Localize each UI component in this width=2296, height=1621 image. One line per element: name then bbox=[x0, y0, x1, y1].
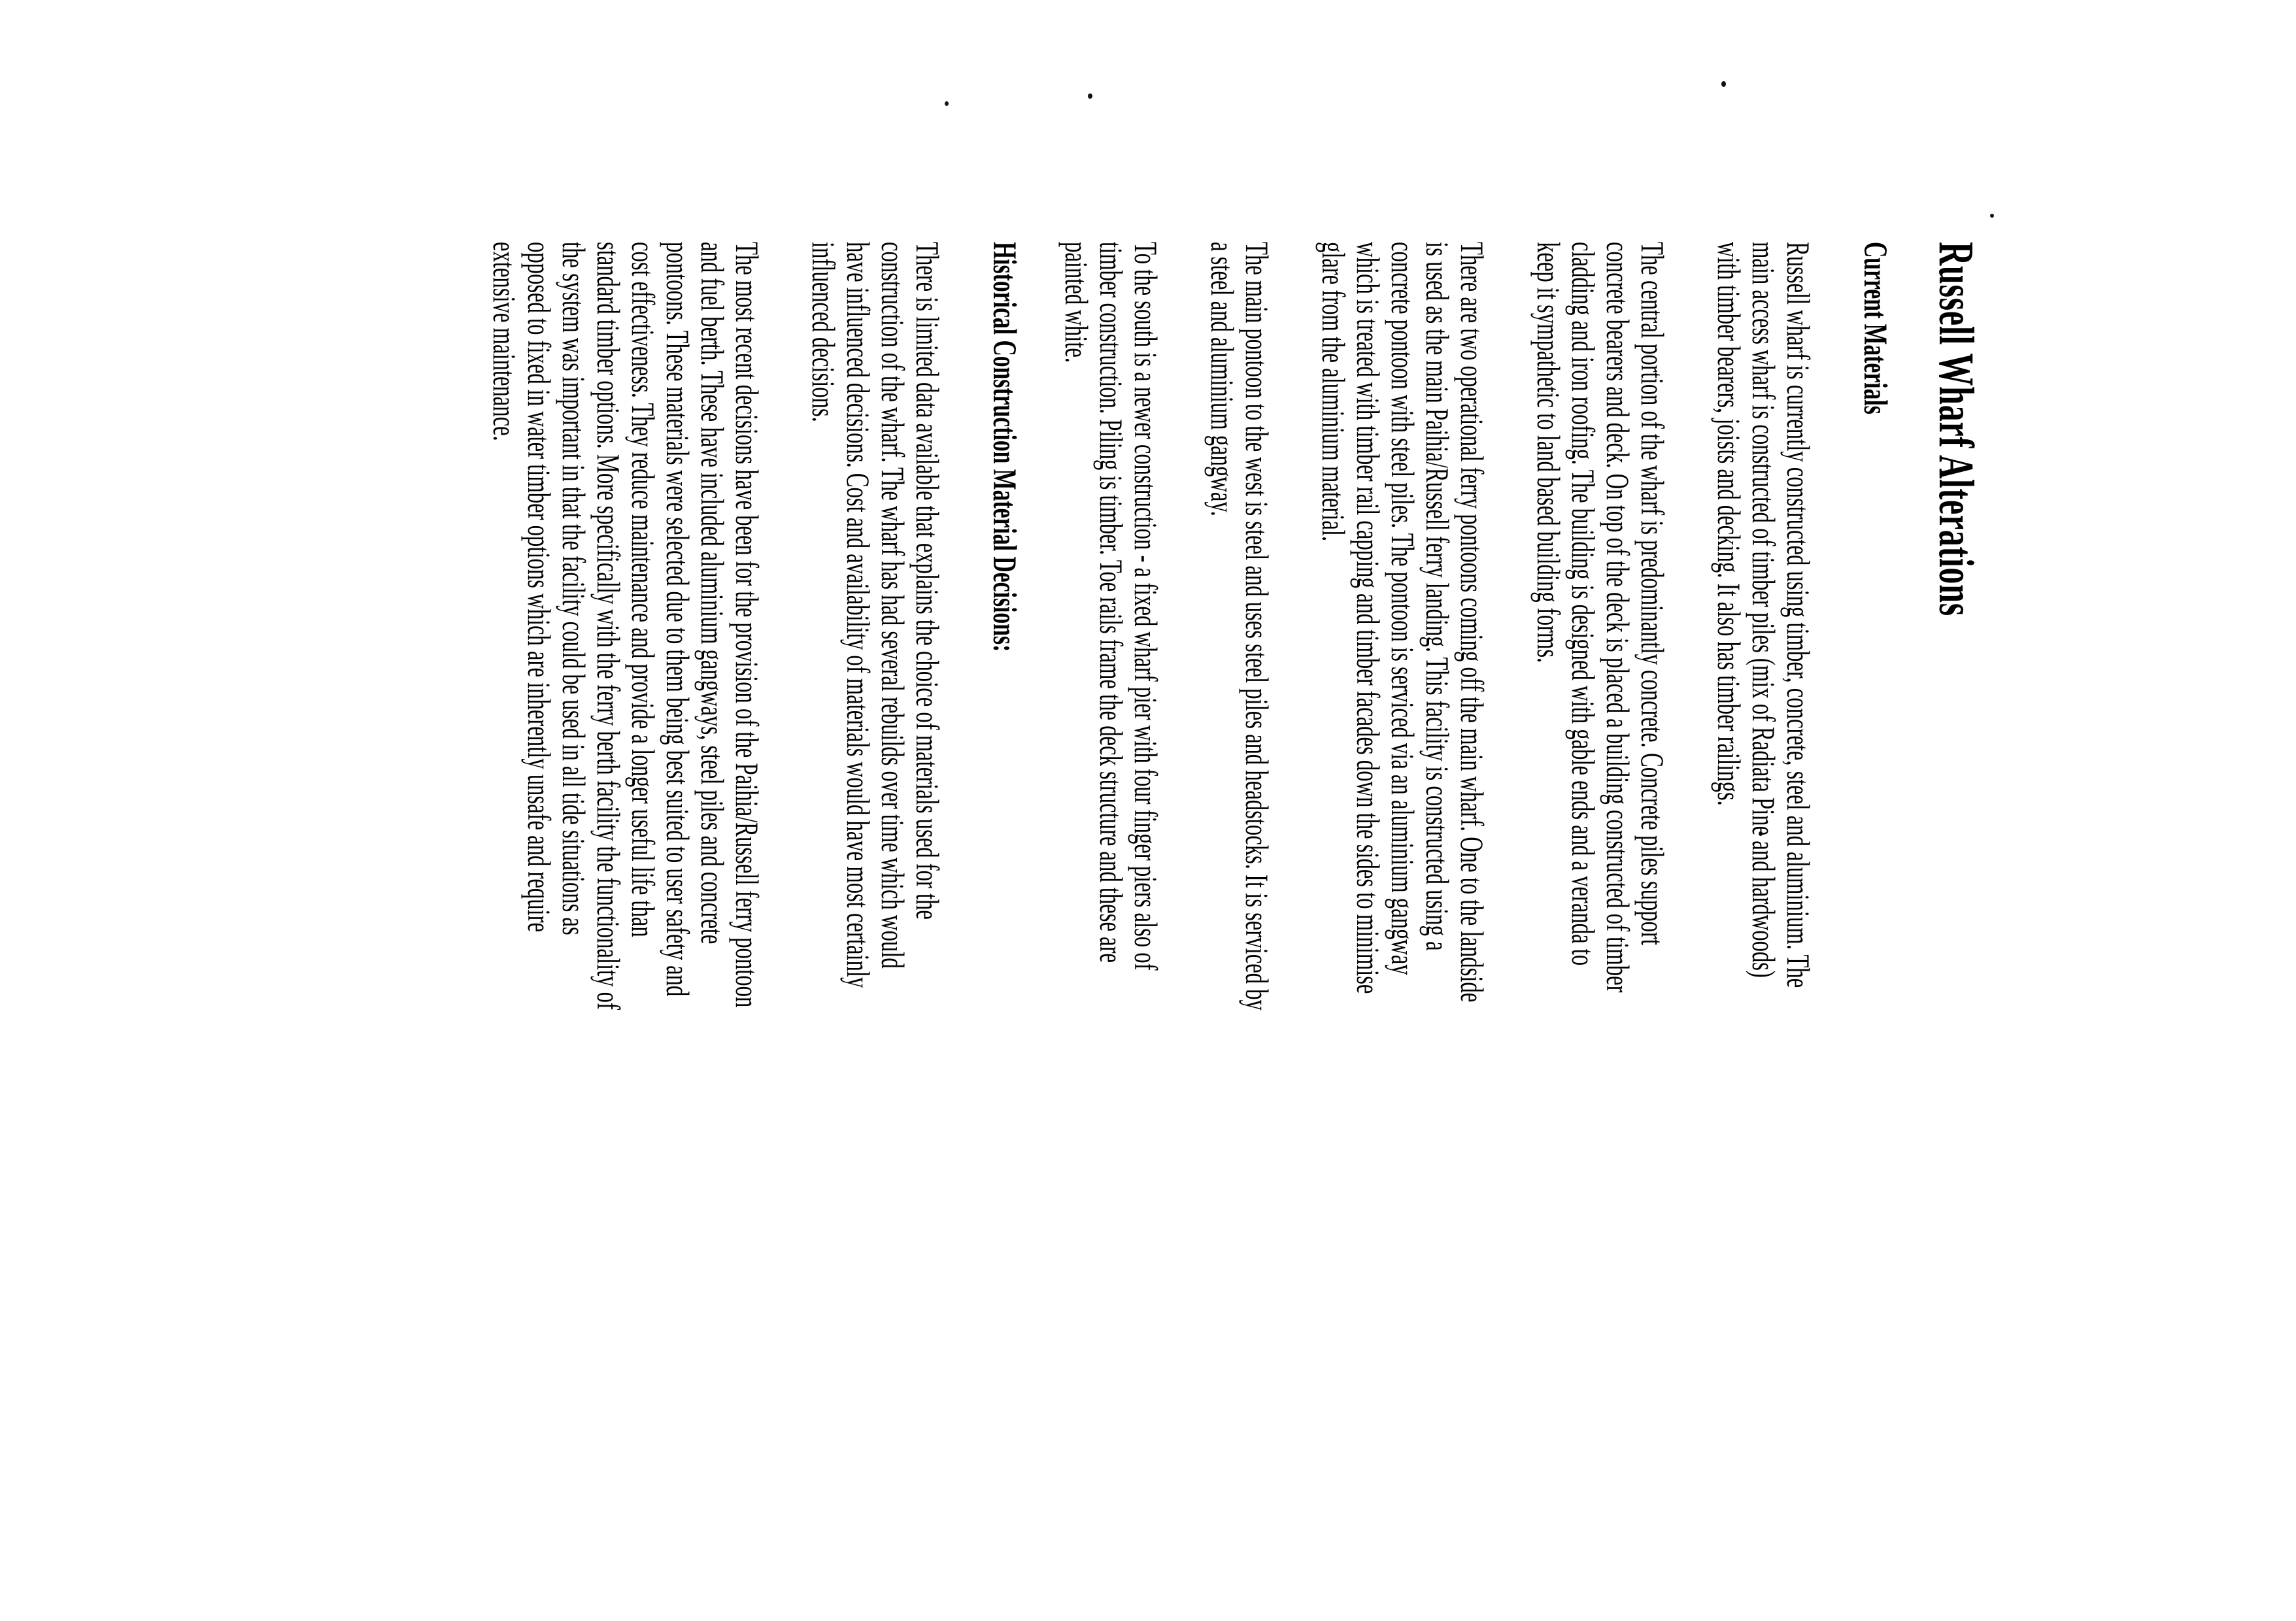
text-line: cost effectiveness. They reduce maintenance and provide a longer useful life than bbox=[625, 242, 661, 937]
page-content bbox=[487, 242, 2296, 1011]
text-line: construction of the wharf. The wharf has had several rebuilds over time which would bbox=[875, 242, 911, 969]
text-line: The central portion of the wharf is predominantly concrete. Concrete piles support bbox=[1634, 242, 1670, 945]
text-line: The most recent decisions have been for the provision of the Paihia/Russell ferry pontoon bbox=[729, 242, 765, 1008]
text-line: timber construction. Piling is timber. Toe rails frame the deck structure and these are bbox=[1093, 242, 1129, 963]
paragraph bbox=[1205, 242, 1274, 1011]
text-line: extensive maintenance. bbox=[486, 242, 522, 441]
section-current-materials bbox=[1059, 242, 1892, 1011]
text-line: pontoons. These materials were selected due to them being best suited to user safety and bbox=[660, 242, 696, 997]
text-line: painted white. bbox=[1058, 242, 1094, 363]
text-line: concrete pontoon with steel piles. The pontoon is serviced via an aluminium gangway bbox=[1385, 242, 1421, 975]
text-line: The main pontoon to the west is steel and uses steel piles and headstocks. It is serviced by bbox=[1239, 242, 1275, 1011]
text-line: a steel and aluminium gangway. bbox=[1204, 242, 1240, 516]
paragraph bbox=[1531, 242, 1670, 1011]
paragraph bbox=[487, 242, 764, 1011]
section-historical-decisions bbox=[487, 242, 1021, 1011]
section-paragraphs bbox=[1059, 242, 1815, 1011]
text-line: influenced decisions. bbox=[805, 242, 841, 422]
text-line: There is limited data available that explains the choice of materials used for the bbox=[909, 242, 945, 920]
scan-speck bbox=[1721, 81, 1726, 87]
text-line: with timber bearers, joists and decking. It also has timber railings. bbox=[1711, 242, 1747, 806]
text-line: To the south is a newer construction - a fixed wharf pier with four finger piers also of bbox=[1128, 242, 1164, 971]
text-line: concrete bearers and deck. On top of the deck is placed a building constructed of timber bbox=[1600, 242, 1636, 993]
paragraph bbox=[1059, 242, 1163, 1011]
paragraph bbox=[806, 242, 945, 1011]
paragraph bbox=[1712, 242, 1815, 1011]
text-line: glare from the aluminium material. bbox=[1315, 242, 1351, 542]
scan-speck bbox=[1088, 93, 1092, 99]
text-line: and fuel berth. These have included aluminium gangways, steel piles and concrete bbox=[694, 242, 730, 944]
text-line: Russell wharf is currently constructed using timber, concrete, steel and aluminium. The bbox=[1780, 242, 1816, 988]
section-paragraphs bbox=[487, 242, 945, 1011]
paragraph bbox=[1316, 242, 1489, 1011]
text-line: have influenced decisions. Cost and availability of materials would have most certainly bbox=[840, 242, 876, 988]
scan-speck bbox=[945, 101, 949, 106]
text-line: which is treated with timber rail capping and timber facades down the sides to minimise bbox=[1350, 242, 1386, 994]
document-title: Russell Wharf Alterations bbox=[1929, 242, 1984, 616]
text-line: keep it sympathetic to land based building forms. bbox=[1530, 242, 1566, 663]
text-line: cladding and iron roofing. The building is designed with gable ends and a veranda to bbox=[1565, 242, 1601, 966]
text-line: opposed to fixed in water timber options which are inherently unsafe and require bbox=[521, 242, 557, 933]
section-heading-historical-decisions: Historical Construction Material Decisions: bbox=[986, 242, 1022, 652]
text-line: is used as the main Paihia/Russell ferry landing. This facility is constructed using a bbox=[1419, 242, 1455, 951]
text-line: standard timber options. More specifically with the ferry berth facility the functionality of bbox=[590, 242, 626, 1010]
scan-speck bbox=[1990, 214, 1994, 218]
section-heading-current-materials: Current Materials bbox=[1857, 242, 1893, 414]
text-line: There are two operational ferry pontoons coming off the main wharf. One to the landside bbox=[1454, 242, 1490, 1003]
text-line: the system was important in that the facility could be used in all tide situations as bbox=[556, 242, 592, 935]
text-line: main access wharf is constructed of timber piles (mix of Radiata Pine and hardwoods) bbox=[1746, 242, 1781, 978]
